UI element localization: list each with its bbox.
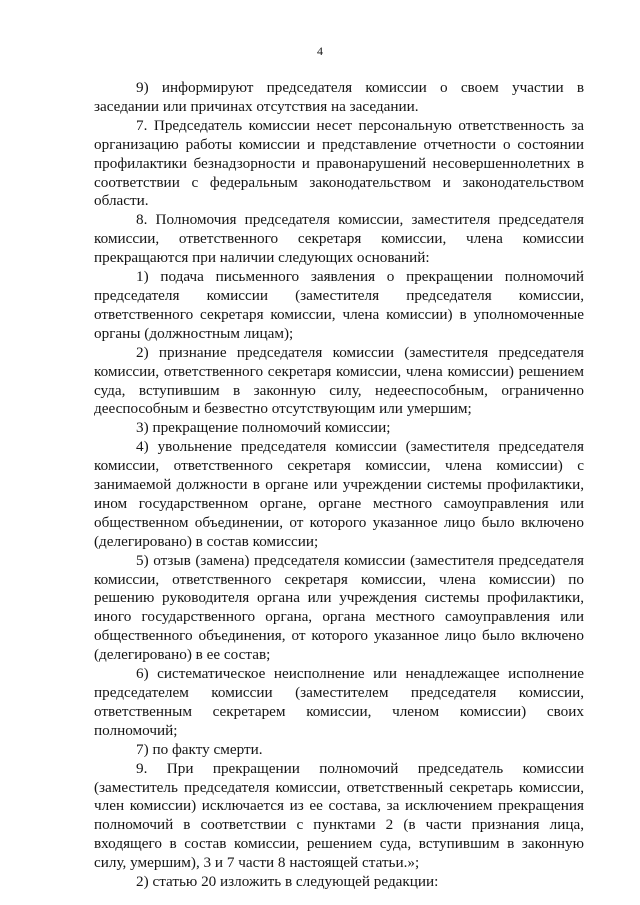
paragraph-section-9: 9. При прекращении полномочий председатель комиссии (заместитель председателя комиссии, ответственный секретарь комиссии, член комиссии) исключается из ее состава, за исключением прекращения полномочий в соответствии с пунктами 2 (в части признания лица, входящего в состав комиссии, решением суда, вступившим в законную силу, умершим), 3 и 7 части 8 настоящей статьи.»; (94, 759, 584, 872)
document-body (94, 79, 584, 892)
paragraph-item-7: 7) по факту смерти. (136, 740, 263, 758)
page-number: 4 (317, 44, 323, 58)
paragraph-section-7: 7. Председатель комиссии несет персональную ответственность за организацию работы комиссии и представление отчетности о состоянии профилактики безнадзорности и правонарушений несовершеннолетних в соответствии с федеральным законодательством и законодательством области. (94, 116, 584, 210)
paragraph-item-9-info: 9) информируют председателя комиссии о своем участии в заседании или причинах отсутствия на заседании. (94, 79, 584, 115)
paragraph-item-1: 1) подача письменного заявления о прекращении полномочий председателя комиссии (заместителя председателя комиссии, ответственного секретаря комиссии, члена комиссии) в уполномоченные органы (должностным лицам); (94, 268, 584, 342)
paragraph-item-6: 6) систематическое неисполнение или ненадлежащее исполнение председателем комиссии (заместителем председателя комиссии, ответственным секретарем комиссии, членом комиссии) своих полномочий; (94, 665, 584, 739)
paragraph-item-2: 2) признание председателя комиссии (заместителя председателя комиссии, ответственного секретаря комиссии, члена комиссии) решением суда, вступившим в законную силу, недееспособным, ограниченно дееспособным и безвестно отсутствующим или умершим; (94, 343, 584, 418)
paragraph-item-5: 5) отзыв (замена) председателя комиссии (заместителя председателя комиссии, ответственного секретаря комиссии, члена комиссии) по решению руководителя органа или учреждения системы профилактики, иного государственного органа, органа местного самоуправления или общественного объединения, от которого указанное лицо было включено (делегировано) в ее состав; (94, 551, 584, 664)
paragraph-item-4: 4) увольнение председателя комиссии (заместителя председателя комиссии, ответственного секретаря комиссии, члена комиссии) с занимаемой должности в органе или учреждении системы профилактики, ином государственном органе, органе местного самоуправления или общественном объединении, от которого указанное лицо было включено (делегировано) в состав комиссии; (94, 438, 584, 550)
paragraph-item-3: 3) прекращение полномочий комиссии; (136, 419, 391, 437)
paragraph-section-8: 8. Полномочия председателя комиссии, заместителя председателя комиссии, ответственного секретаря комиссии, члена комиссии прекращаются при наличии следующих оснований: (94, 211, 584, 267)
paragraph-article-20-amendment: 2) статью 20 изложить в следующей редакции: (136, 873, 439, 891)
